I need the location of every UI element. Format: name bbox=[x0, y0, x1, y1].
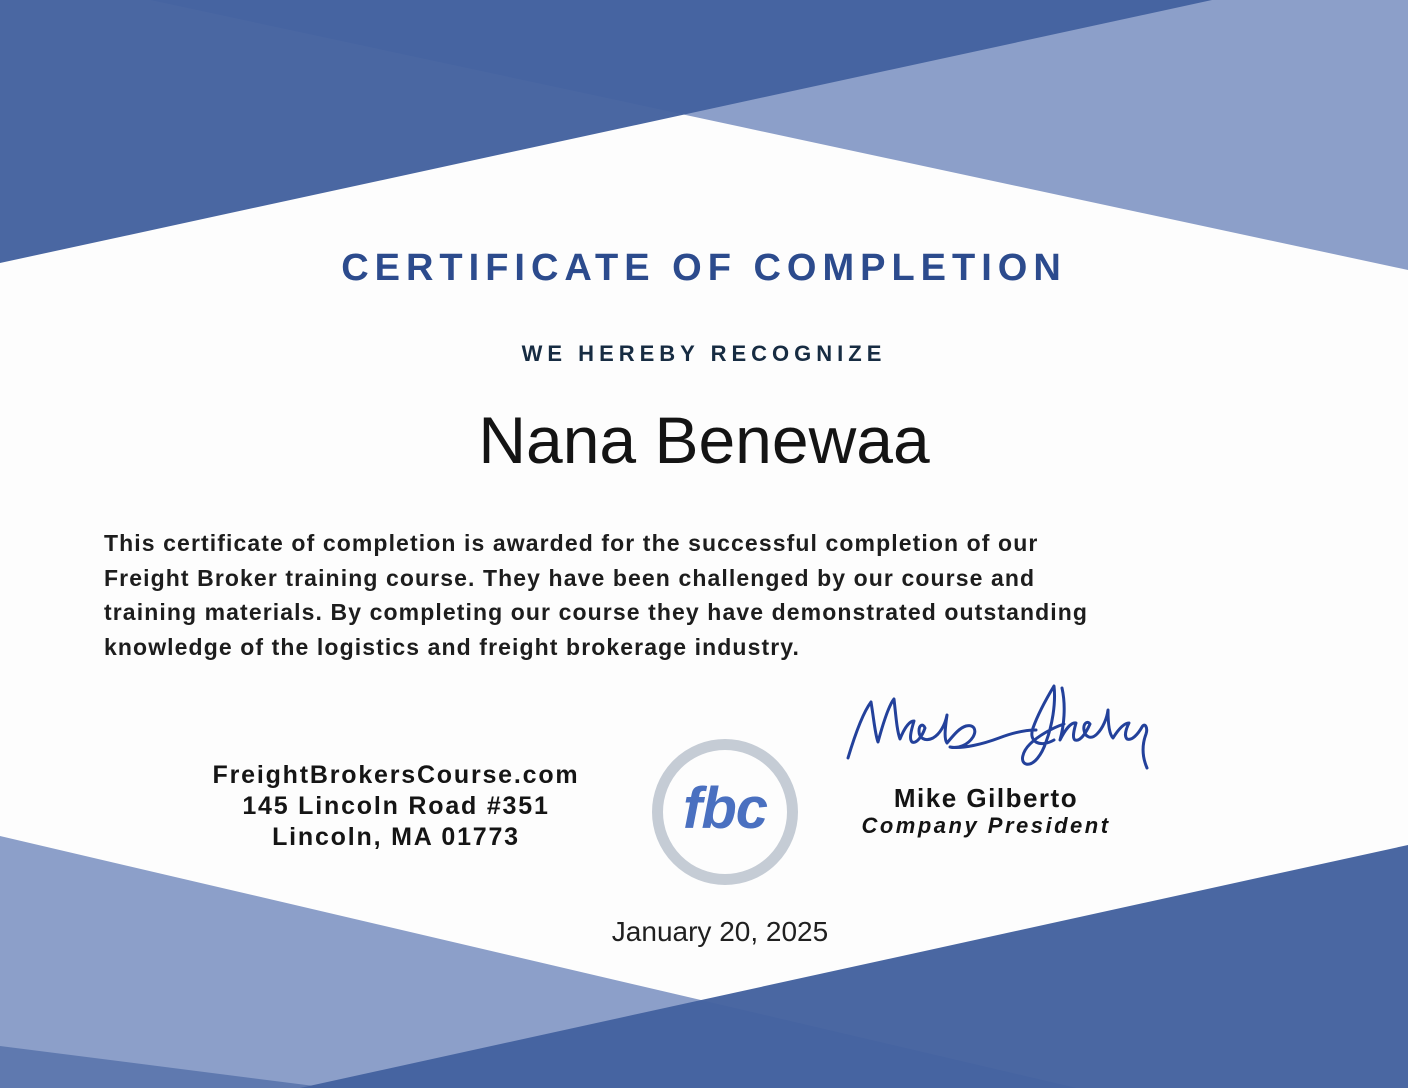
org-address-line2: Lincoln, MA 01773 bbox=[272, 823, 520, 851]
body-line: knowledge of the logistics and freight brokerage industry. bbox=[104, 633, 800, 660]
org-website: FreightBrokersCourse.com bbox=[212, 761, 580, 789]
body-line: training materials. By completing our course they have demonstrated outstanding bbox=[104, 599, 1089, 625]
fbc-logo-text: fbc bbox=[683, 775, 767, 841]
certificate-title: CERTIFICATE OF COMPLETION bbox=[341, 247, 1067, 289]
signature-stroke bbox=[848, 686, 1147, 768]
signature-graphic bbox=[842, 680, 1152, 776]
fbc-logo bbox=[652, 739, 798, 885]
body-line: This certificate of completion is awarded for the successful completion of our bbox=[104, 530, 1039, 556]
signatory-title: Company President bbox=[861, 813, 1111, 838]
body-line: Freight Broker training course. They have been challenged by our course and bbox=[104, 564, 1036, 591]
org-address-line1: 145 Lincoln Road #351 bbox=[242, 792, 550, 820]
signatory-name: Mike Gilberto bbox=[893, 783, 1079, 813]
recognition-subtitle: WE HEREBY RECOGNIZE bbox=[521, 341, 887, 366]
organization-info bbox=[146, 760, 646, 853]
certificate-body bbox=[104, 526, 1364, 664]
recipient-name: Nana Benewaa bbox=[478, 403, 930, 477]
issue-date: January 20, 2025 bbox=[611, 916, 829, 947]
